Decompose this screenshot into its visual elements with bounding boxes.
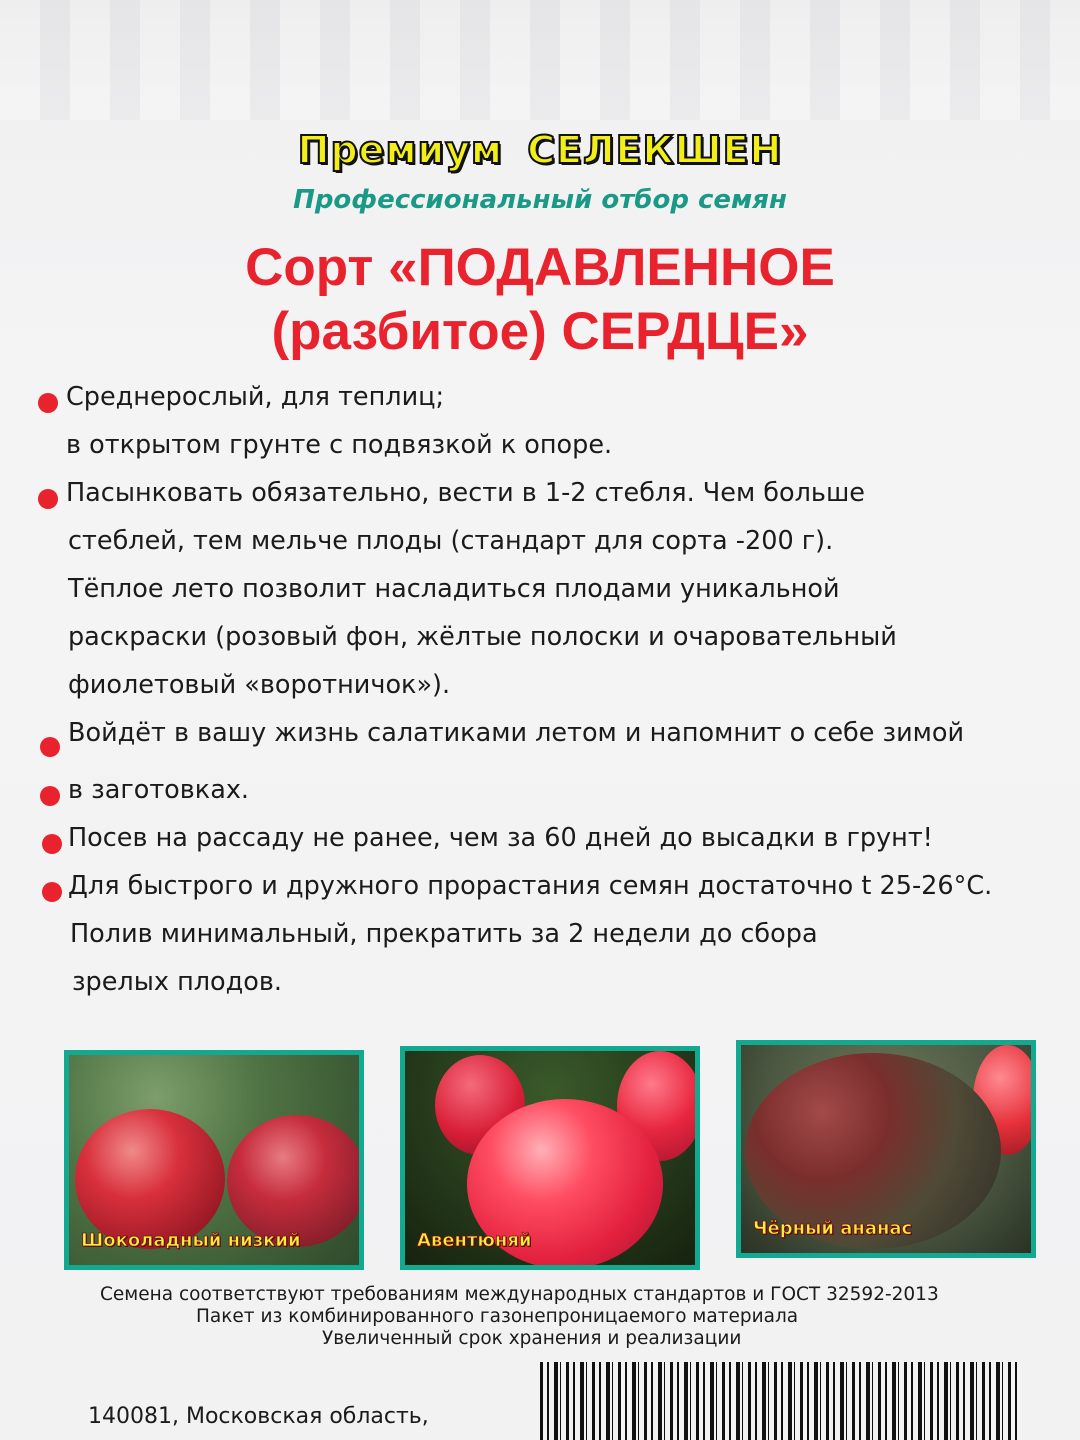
- bullet-dot: [40, 737, 60, 757]
- barcode: [540, 1362, 1020, 1440]
- description-line: Для быстрого и дружного прорастания семян достаточно t 25-26°C.: [68, 871, 993, 901]
- bullet-dot: [38, 393, 58, 413]
- related-varieties: [0, 1040, 1080, 1280]
- variety-title: [0, 236, 1080, 364]
- variety-photo: [64, 1050, 364, 1270]
- description-line: зрелых плодов.: [72, 967, 283, 997]
- variety-photo: [400, 1046, 700, 1270]
- footer-line: Увеличенный срок хранения и реализации: [322, 1328, 742, 1349]
- description-line: стеблей, тем мельче плоды (стандарт для сорта -200 г).: [68, 526, 834, 556]
- brand-logo: Премиум СЕЛЕКШЕН: [297, 128, 783, 172]
- description-line: Пасынковать обязательно, вести в 1-2 стебля. Чем больше: [66, 478, 865, 508]
- variety-caption: Шоколадный низкий: [81, 1230, 301, 1251]
- footer-line: Пакет из комбинированного газонепроницаемого материала: [196, 1306, 799, 1327]
- tomato-image: [75, 1109, 225, 1249]
- packet-top-edge: [0, 0, 1080, 120]
- bullet-dot: [38, 489, 58, 509]
- variety-caption: Чёрный ананас: [753, 1218, 913, 1239]
- description-line: в открытом грунте с подвязкой к опоре.: [66, 430, 613, 460]
- address: 140081, Московская область,: [88, 1404, 429, 1429]
- description-line: в заготовках.: [68, 775, 250, 805]
- description-line: Среднерослый, для теплиц;: [66, 382, 445, 412]
- variety-photo: [736, 1040, 1036, 1258]
- description-line: раскраски (розовый фон, жёлтые полоски и очаровательный: [68, 622, 897, 652]
- title-line-2: (разбитое) СЕРДЦЕ»: [271, 302, 809, 361]
- tomato-image: [227, 1115, 364, 1247]
- bullet-dot: [40, 786, 60, 806]
- description-line: фиолетовый «воротничок»).: [68, 670, 451, 700]
- title-line-1: Сорт «ПОДАВЛЕННОЕ: [245, 238, 835, 297]
- description-line: Посев на рассаду не ранее, чем за 60 дней до высадки в грунт!: [68, 823, 933, 853]
- tagline: Профессиональный отбор семян: [293, 185, 787, 215]
- footer-line: Семена соответствуют требованиям международных стандартов и ГОСТ 32592-2013: [100, 1284, 939, 1305]
- description-line: Войдёт в вашу жизнь салатиками летом и напомнит о себе зимой: [68, 718, 965, 748]
- description-line: Тёплое лето позволит насладиться плодами уникальной: [68, 574, 840, 604]
- variety-caption: Авентюняй: [417, 1230, 532, 1251]
- bullet-dot: [42, 882, 62, 902]
- bullet-dot: [42, 834, 62, 854]
- description-line: Полив минимальный, прекратить за 2 недели до сбора: [70, 919, 818, 949]
